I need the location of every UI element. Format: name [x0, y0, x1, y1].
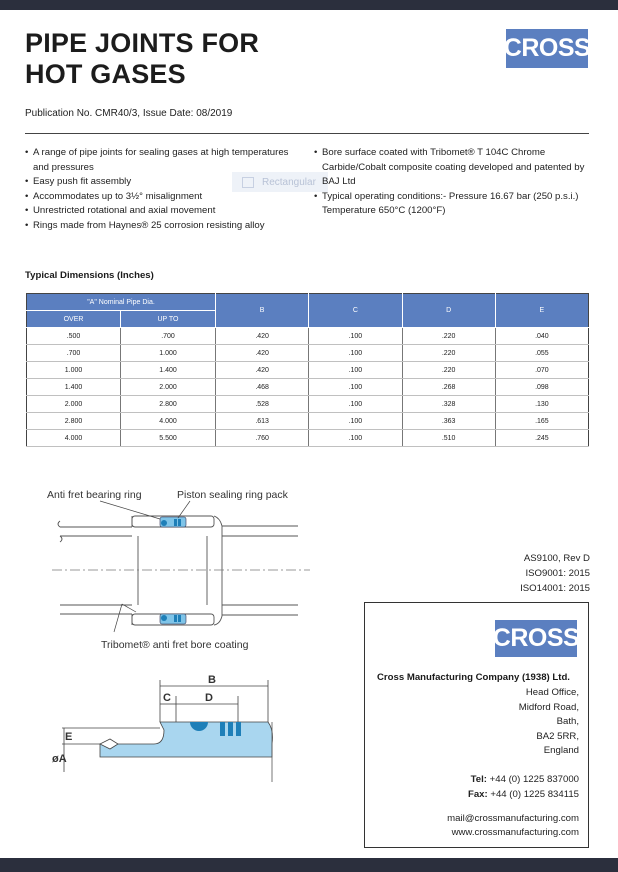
feature-item: • Easy push fit assembly [25, 175, 290, 190]
table-cell: .613 [216, 413, 309, 430]
standards-list [520, 551, 590, 596]
col-header-d: D [402, 294, 495, 328]
label-e: E [65, 731, 73, 743]
table-cell: 4.000 [121, 413, 216, 430]
col-header-over: OVER [27, 311, 121, 328]
table-row [27, 413, 589, 430]
title-line-2: HOT GASES [25, 59, 186, 89]
table-cell: 5.500 [121, 430, 216, 447]
label-anti-fret-ring: Anti fret bearing ring [47, 489, 142, 501]
address-line: Bath, [556, 716, 579, 728]
header-divider [25, 133, 589, 134]
label-tribomet: Tribomet® anti fret bore coating [101, 639, 249, 651]
website-link[interactable]: www.crossmanufacturing.com [451, 826, 579, 838]
table-cell: .220 [402, 328, 495, 345]
group-header: "A" Nominal Pipe Dia. [27, 294, 216, 311]
feature-item: • Typical operating conditions:- Pressure 16.67 bar (250 p.s.i.) Temperature 650°C (1200°F) [314, 190, 589, 219]
table-cell: .528 [216, 396, 309, 413]
table-cell: .100 [309, 430, 402, 447]
tel-label: Tel: [470, 774, 487, 785]
label-a: øA [52, 753, 67, 765]
title-line-1: PIPE JOINTS FOR [25, 28, 260, 58]
rectangle-icon [242, 177, 254, 188]
table-cell: .130 [495, 396, 588, 413]
standard-item: AS9100, Rev D [523, 553, 590, 564]
feature-item: • Rings made from Haynes® 25 corrosion resisting alloy [25, 219, 290, 234]
cross-logo: CROSS [506, 29, 588, 68]
col-header-e: E [495, 294, 588, 328]
table-cell: .268 [402, 379, 495, 396]
contact-card [364, 602, 589, 848]
table-cell: 2.000 [27, 396, 121, 413]
table-row [27, 379, 589, 396]
table-cell: 4.000 [27, 430, 121, 447]
table-cell: .500 [27, 328, 121, 345]
standard-item: ISO14001: 2015 [520, 583, 590, 594]
page-title [25, 28, 259, 90]
table-row [27, 328, 589, 345]
address-line: BA2 5RR, [536, 730, 579, 742]
table-cell: .098 [495, 379, 588, 396]
table-cell: .420 [216, 362, 309, 379]
bottom-bar [0, 858, 618, 872]
table-row [27, 396, 589, 413]
table-cell: .165 [495, 413, 588, 430]
publication-info: Publication No. CMR40/3, Issue Date: 08/2019 [25, 108, 233, 119]
table-row [27, 345, 589, 362]
fax-label: Fax: [467, 788, 488, 800]
table-cell: .070 [495, 362, 588, 379]
table-cell: 2.000 [121, 379, 216, 396]
table-cell: .328 [402, 396, 495, 413]
table-cell: .100 [309, 362, 402, 379]
table-cell: 1.400 [27, 379, 121, 396]
feature-item: • Accommodates up to 3½° misalignment [25, 190, 290, 205]
table-cell: .510 [402, 430, 495, 447]
table-cell: .100 [309, 396, 402, 413]
table-cell: .245 [495, 430, 588, 447]
joint-diagram [40, 482, 320, 812]
table-cell: 1.000 [121, 345, 216, 362]
feature-item: • Bore surface coated with Tribomet® T 104C Chrome Carbide/Cobalt composite coating developed and patented by BAJ Ltd [314, 146, 589, 190]
web-block [447, 812, 579, 839]
table-cell: .100 [309, 328, 402, 345]
label-piston-pack: Piston sealing ring pack [177, 489, 288, 501]
label-d: D [205, 692, 213, 704]
feature-item: • Unrestricted rotational and axial movement [25, 204, 290, 219]
fax-number: +44 (0) 1225 834115 [490, 788, 579, 800]
dimensions-table [26, 293, 589, 447]
ghost-label: Rectangular [262, 176, 316, 188]
label-b: B [208, 674, 216, 686]
address-line: Midford Road, [518, 701, 579, 713]
table-row [27, 362, 589, 379]
table-cell: .700 [121, 328, 216, 345]
table-row [27, 430, 589, 447]
standard-item: ISO9001: 2015 [525, 568, 590, 579]
table-cell: 2.800 [27, 413, 121, 430]
tel-number: +44 (0) 1225 837000 [489, 774, 579, 785]
table-cell: .363 [402, 413, 495, 430]
cross-logo-contact: CROSS [495, 620, 577, 657]
address-block [519, 686, 579, 759]
table-cell: .420 [216, 345, 309, 362]
address-line: England [543, 745, 579, 757]
label-c: C [163, 692, 171, 704]
features-list-right [314, 146, 589, 219]
feature-item: • A range of pipe joints for sealing gases at high temperatures and pressures [25, 146, 290, 175]
table-cell: 1.000 [27, 362, 121, 379]
table-cell: .220 [402, 362, 495, 379]
company-name: Cross Manufacturing Company (1938) Ltd. [377, 672, 570, 683]
table-cell: .040 [495, 328, 588, 345]
address-line: Head Office, [525, 687, 579, 698]
table-cell: 1.400 [121, 362, 216, 379]
top-bar [0, 0, 618, 10]
col-header-b: B [216, 294, 309, 328]
table-cell: .055 [495, 345, 588, 362]
table-cell: .100 [309, 345, 402, 362]
table-cell: .760 [216, 430, 309, 447]
table-cell: .700 [27, 345, 121, 362]
table-cell: .220 [402, 345, 495, 362]
table-cell: .420 [216, 328, 309, 345]
table-cell: .468 [216, 379, 309, 396]
col-header-c: C [309, 294, 402, 328]
table-cell: .100 [309, 413, 402, 430]
table-heading: Typical Dimensions (Inches) [25, 270, 154, 281]
col-header-upto: UP TO [121, 311, 216, 328]
phone-block [468, 773, 579, 802]
table-cell: .100 [309, 379, 402, 396]
table-cell: 2.800 [121, 396, 216, 413]
email-link[interactable]: mail@crossmanufacturing.com [447, 813, 579, 824]
